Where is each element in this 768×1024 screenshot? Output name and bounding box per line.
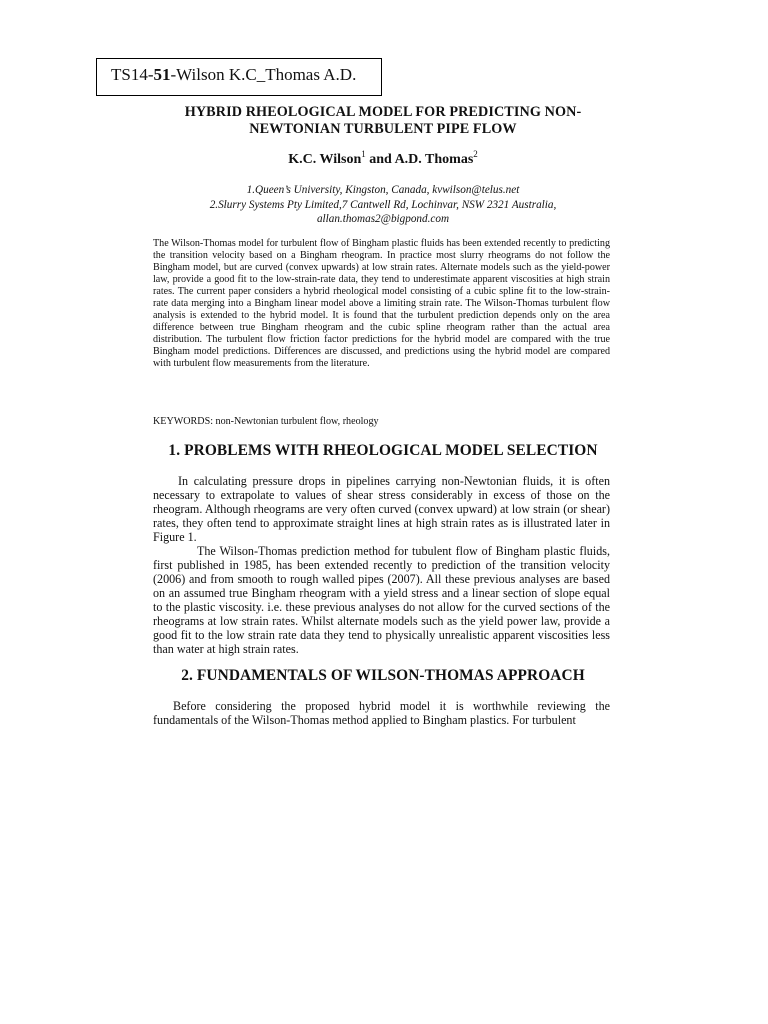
section-1-heading: 1. PROBLEMS WITH RHEOLOGICAL MODEL SELECTION xyxy=(168,442,598,459)
paper-id-box xyxy=(96,58,382,96)
paper-id xyxy=(111,65,356,85)
section-2-paragraph-1: Before considering the proposed hybrid model it is worthwhile reviewing the fundamentals of the Wilson-Thomas method applied to Bingham plastics. For turbulent xyxy=(153,699,610,728)
abstract: The Wilson-Thomas model for turbulent flow of Bingham plastic fluids has been extended recently to predicting the transition velocity based on a Bingham rheogram. In practice most slurry rheograms do not follow the Bingham model, but are curved (convex upwards) at low strain rates. Alternate models such as the yield-power law, provide a good fit to the low-strain-rate data, they tend to underestimate apparent viscosities at high strain rates. The current paper considers a hybrid rheological model consisting of a cubic spline fit to the low-strain-rate data merging into a Bingham linear model above a limiting strain rate. The Wilson-Thomas turbulent flow analysis is extended to the hybrid model. It is found that the turbulent prediction depends only on the area difference between true Bingham rheogram and the cubic spline rheogram rather than the actual area distribution. The turbulent flow friction factor predictions for the hybrid model are compared with the true Bingham model predictions. Differences are discussed, and predictions using the hybrid model are compared with turbulent flow measurements from the literature. xyxy=(153,238,610,370)
paper-id-suffix: -Wilson K.C_Thomas A.D. xyxy=(170,65,357,84)
author-1: K.C. Wilson xyxy=(288,152,362,167)
author-1-affiliation-mark: 1 xyxy=(361,149,366,159)
author-line xyxy=(153,149,613,168)
paper-id-prefix: TS14- xyxy=(111,65,154,84)
affiliation-2: 2.Slurry Systems Pty Limited,7 Cantwell Rd, Lochinvar, NSW 2321 Australia, xyxy=(209,198,557,211)
section-1-paragraph-1: In calculating pressure drops in pipelines carrying non-Newtonian fluids, it is often necessary to extrapolate to values of shear stress considerably in excess of those on the rheogram. Although rheograms are very often curved (convex upward) at low strain (or shear) rates, they often tend to approximate straight lines at high strain rates as is illustrated later in Figure 1. xyxy=(153,474,610,545)
author-conjunction: and xyxy=(365,152,395,167)
affiliations xyxy=(153,183,613,227)
keywords: KEYWORDS: non-Newtonian turbulent flow, rheology xyxy=(153,416,379,427)
author-2: A.D. Thomas xyxy=(394,152,474,167)
section-2-heading: 2. FUNDAMENTALS OF WILSON-THOMAS APPROACH xyxy=(181,667,585,684)
paper-title: HYBRID RHEOLOGICAL MODEL FOR PREDICTING NON-NEWTONIAN TURBULENT PIPE FLOW xyxy=(184,104,582,137)
affiliation-1: 1.Queen’s University, Kingston, Canada, kvwilson@telus.net xyxy=(246,184,520,196)
author-2-affiliation-mark: 2 xyxy=(473,149,478,159)
section-1-paragraph-2: The Wilson-Thomas prediction method for tubulent flow of Bingham plastic fluids, first published in 1985, has been extended recently to prediction of the transition velocity (2006) and from smooth to rough walled pipes (2007). All these previous analyses are based on an assumed true Bingham rheogram with a yield stress and a linear section of slope equal to the plastic viscosity. i.e. these previous analyses do not allow for the curved sections of the rheograms at low strain rates. Whilst alternate models such as the yield power law, provide a good fit to the low strain rate data they tend to physically unrealistic apparent viscosities less than water at high strain rates. xyxy=(153,544,610,657)
affiliation-2-email: allan.thomas2@bigpond.com xyxy=(316,213,450,225)
paper-id-number: 51 xyxy=(153,65,171,84)
